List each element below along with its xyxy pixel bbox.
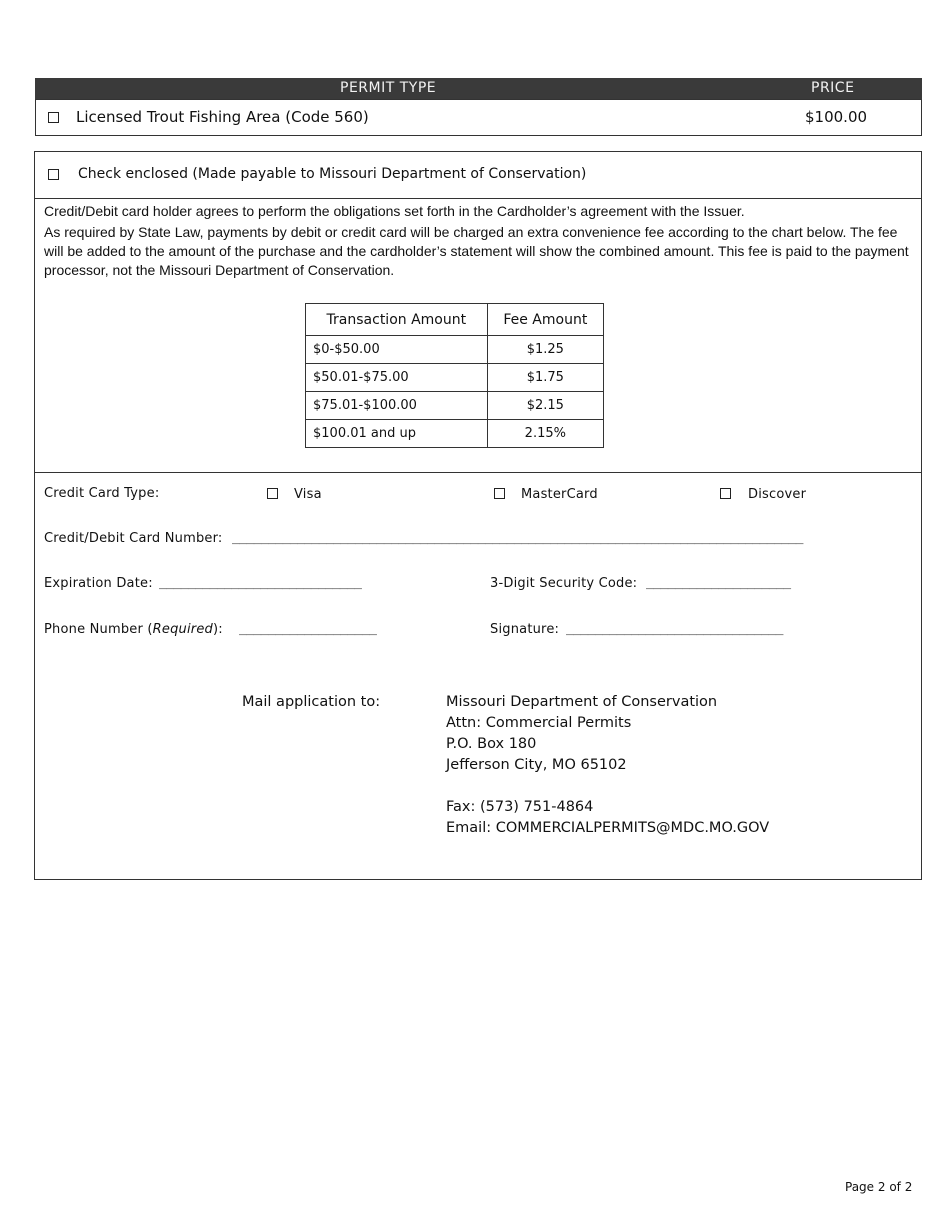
visa-label: Visa (294, 487, 322, 502)
address-line: Jefferson City, MO 65102 (446, 757, 627, 773)
check-enclosed-label: Check enclosed (Made payable to Missouri Department of Conservation) (78, 166, 587, 182)
transaction-amount: $100.01 and up (306, 420, 488, 448)
phone-number-label: Phone Number (Required): (44, 622, 223, 637)
permit-row (35, 99, 922, 136)
expiration-date-label: Expiration Date: (44, 576, 153, 591)
check-enclosed-checkbox[interactable] (48, 169, 59, 180)
transaction-amount: $0-$50.00 (306, 336, 488, 364)
fee-table-header: Transaction Amount (306, 304, 488, 336)
payment-section (34, 151, 922, 880)
permit-label: Licensed Trout Fishing Area (Code 560) (76, 108, 369, 126)
fee-amount: $1.75 (487, 364, 603, 392)
mail-address (446, 692, 769, 839)
security-code-label: 3-Digit Security Code: (490, 576, 638, 591)
cardholder-note: Credit/Debit card holder agrees to perform the obligations set forth in the Cardholder’s agreement with the Issuer. (44, 203, 745, 219)
card-type-label: Credit Card Type: (44, 486, 160, 501)
fee-amount: $1.25 (487, 336, 603, 364)
fax-number: Fax: (573) 751-4864 (446, 799, 594, 815)
table-row (306, 392, 604, 420)
mastercard-label: MasterCard (521, 487, 598, 502)
email-address: Email: COMMERCIALPERMITS@MDC.MO.GOV (446, 820, 770, 836)
card-number-field[interactable]: _______________________________________________________________________________ (232, 530, 803, 545)
permit-table-header (35, 78, 922, 100)
address-line: P.O. Box 180 (446, 736, 537, 752)
signature-label: Signature: (490, 622, 560, 637)
phone-number-field[interactable]: ___________________ (239, 621, 377, 636)
mastercard-checkbox[interactable] (494, 488, 505, 499)
divider (35, 198, 921, 199)
address-line: Attn: Commercial Permits (446, 715, 632, 731)
discover-checkbox[interactable] (720, 488, 731, 499)
permit-type-column-header: PERMIT TYPE (340, 80, 437, 96)
fee-amount: $2.15 (487, 392, 603, 420)
convenience-fee-note: As required by State Law, payments by debit or credit card will be charged an extra convenience fee according to the chart below. The fee will be added to the amount of the purchase and the cardholder’s statement will show the combined amount. This fee is paid to the payment processor, not the Missouri Department of Conservation. (44, 224, 909, 278)
table-row (306, 364, 604, 392)
mail-to-label: Mail application to: (242, 694, 381, 710)
permit-price: $100.00 (805, 108, 868, 126)
permit-checkbox[interactable] (48, 112, 59, 123)
divider (35, 472, 921, 473)
visa-checkbox[interactable] (267, 488, 278, 499)
expiration-date-field[interactable]: ____________________________ (159, 575, 362, 590)
signature-field[interactable]: ______________________________ (566, 621, 783, 636)
fee-amount: 2.15% (487, 420, 603, 448)
card-number-label: Credit/Debit Card Number: (44, 531, 223, 546)
address-line: Missouri Department of Conservation (446, 694, 718, 710)
discover-label: Discover (748, 487, 807, 502)
table-row (306, 336, 604, 364)
fee-table-header: Fee Amount (487, 304, 603, 336)
fee-table (305, 303, 604, 448)
table-row (306, 420, 604, 448)
price-column-header: PRICE (811, 80, 855, 96)
transaction-amount: $75.01-$100.00 (306, 392, 488, 420)
security-code-field[interactable]: ____________________ (646, 575, 791, 590)
page-number: Page 2 of 2 (845, 1180, 913, 1194)
transaction-amount: $50.01-$75.00 (306, 364, 488, 392)
